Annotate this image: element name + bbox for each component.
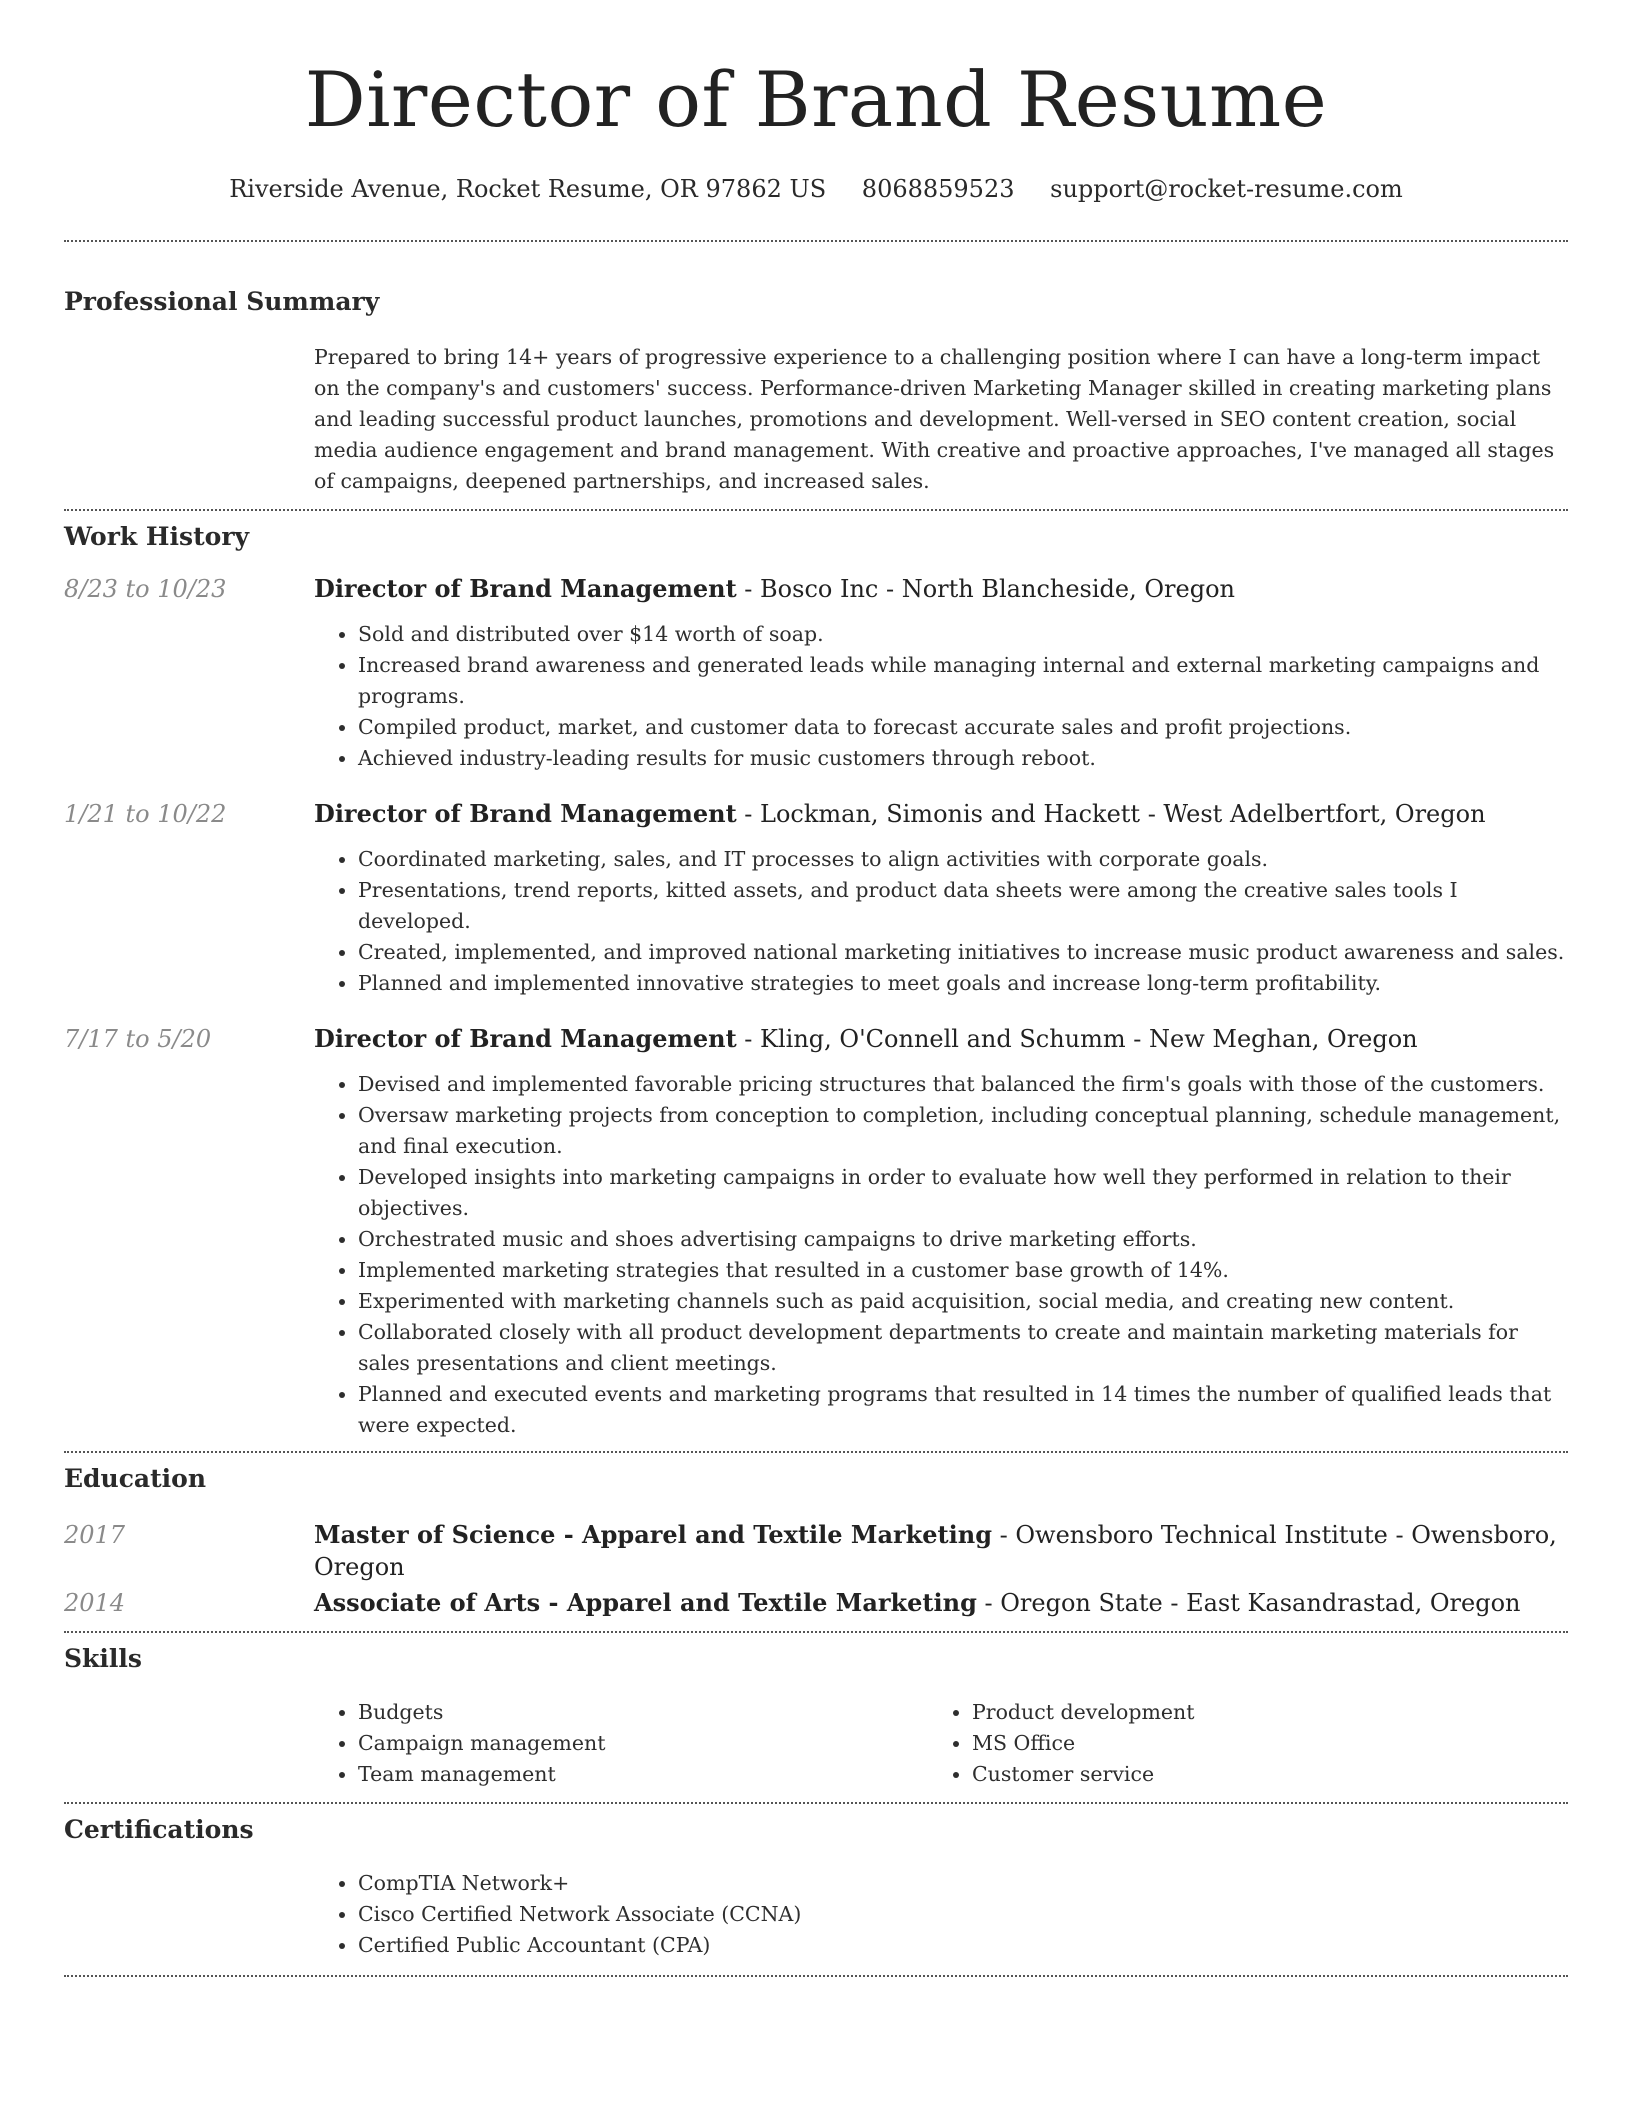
certifications-section [64,1814,1568,1961]
education-year: 2014 [64,1589,126,1617]
job-details: - Bosco Inc - North Blancheside, Oregon [736,575,1235,603]
resume-page [64,0,1568,1977]
education-year: 2017 [64,1521,126,1549]
list-item: • Presentations, trend reports, kitted assets, and product data sheets were among the creative sales tools I developed. [358,875,1568,937]
education-heading-line [314,1519,1568,1583]
skills-right-column [928,1697,1542,1790]
education-heading-line [314,1587,1568,1619]
summary-section [64,286,1568,497]
list-item: • Experimented with marketing channels such as paid acquisition, social media, and creating new content. [358,1286,1568,1317]
education-entry [64,1519,1568,1581]
section-divider [64,1451,1568,1453]
education-details: - Owensboro Technical Institute - Owensboro, Oregon [314,1521,1557,1581]
job-role: Director of Brand Management [314,574,737,603]
work-history-section [64,521,1568,1441]
education-degree: Master of Science - Apparel and Textile Marketing [314,1520,992,1549]
list-item: • Certified Public Accountant (CPA) [358,1930,1568,1961]
education-section [64,1463,1568,1631]
list-item: • Product development [972,1697,1542,1728]
list-item: • Planned and executed events and marketing programs that resulted in 14 times the number of qualified leads that were expected. [358,1379,1568,1441]
education-entry [64,1587,1568,1631]
list-item: • Coordinated marketing, sales, and IT processes to align activities with corporate goals. [358,844,1568,875]
list-item: • Increased brand awareness and generated leads while managing internal and external marketing campaigns and programs. [358,650,1568,712]
resume-title: Director of Brand Resume [304,55,1328,144]
job-dates: 8/23 to 10/23 [64,575,227,603]
list-item: • Implemented marketing strategies that resulted in a customer base growth of 14%. [358,1255,1568,1286]
list-item: • Planned and implemented innovative strategies to meet goals and increase long-term profitability. [358,968,1568,999]
job-details: - Lockman, Simonis and Hackett - West Adelbertfort, Oregon [736,800,1486,828]
list-item: • Sold and distributed over $14 worth of soap. [358,619,1568,650]
job-bullets [314,1069,1568,1441]
summary-heading: Professional Summary [64,287,380,316]
job-entry [64,573,1568,774]
skills-grid [314,1697,1568,1790]
list-item: • Developed insights into marketing campaigns in order to evaluate how well they performed in relation to their objectives. [358,1162,1568,1224]
certifications-list [314,1868,1568,1961]
job-role: Director of Brand Management [314,799,737,828]
work-history-heading: Work History [64,522,250,551]
section-divider [64,509,1568,511]
list-item: • Devised and implemented favorable pricing structures that balanced the firm's goals with those of the customers. [358,1069,1568,1100]
section-divider [64,1802,1568,1804]
contact-email: support@rocket-resume.com [1050,175,1403,203]
list-item: • Team management [358,1759,928,1790]
job-entry [64,798,1568,999]
job-dates: 1/21 to 10/22 [64,800,227,828]
job-details: - Kling, O'Connell and Schumm - New Meghan, Oregon [736,1025,1418,1053]
list-item: • Collaborated closely with all product development departments to create and maintain marketing materials for sales presentations and client meetings. [358,1317,1568,1379]
list-item: • MS Office [972,1728,1542,1759]
section-divider [64,240,1568,242]
section-divider [64,1975,1568,1977]
job-bullets [314,619,1568,774]
job-heading [314,1023,1568,1055]
education-details: - Oregon State - East Kasandrastad, Oregon [976,1589,1521,1617]
job-dates: 7/17 to 5/20 [64,1025,212,1053]
list-item: • Campaign management [358,1728,928,1759]
list-item: • Budgets [358,1697,928,1728]
contact-address: Riverside Avenue, Rocket Resume, OR 97862 US [229,175,827,203]
certifications-heading: Certifications [64,1815,254,1844]
list-item: • Orchestrated music and shoes advertising campaigns to drive marketing efforts. [358,1224,1568,1255]
list-item: • Oversaw marketing projects from conception to completion, including conceptual planning, schedule management, and final execution. [358,1100,1568,1162]
contact-phone: 8068859523 [861,175,1015,203]
list-item: • Created, implemented, and improved national marketing initiatives to increase music product awareness and sales. [358,937,1568,968]
list-item: • Compiled product, market, and customer data to forecast accurate sales and profit projections. [358,712,1568,743]
summary-text: Prepared to bring 14+ years of progressive experience to a challenging position where I can have a long-term impact on the company's and customers' success. Performance-driven Marketing Manager skilled in creating marketing plans and leading successful product launches, promotions and development. Well-versed in SEO content creation, social media audience engagement and brand management. With creative and proactive approaches, I've managed all stages of campaigns, deepened partnerships, and increased sales. [314,345,1555,493]
skills-section [64,1643,1568,1790]
job-heading [314,798,1568,830]
skills-left-column [314,1697,928,1790]
education-degree: Associate of Arts - Apparel and Textile Marketing [314,1588,977,1617]
contact-line [64,174,1568,204]
list-item: • Customer service [972,1759,1542,1790]
list-item: • Achieved industry-leading results for music customers through reboot. [358,743,1568,774]
education-heading: Education [64,1464,207,1493]
section-divider [64,1631,1568,1633]
job-role: Director of Brand Management [314,1024,737,1053]
list-item: • CompTIA Network+ [358,1868,1568,1899]
job-heading [314,573,1568,605]
list-item: • Cisco Certified Network Associate (CCNA) [358,1899,1568,1930]
job-entry [64,1023,1568,1441]
skills-heading: Skills [64,1644,142,1673]
job-bullets [314,844,1568,999]
